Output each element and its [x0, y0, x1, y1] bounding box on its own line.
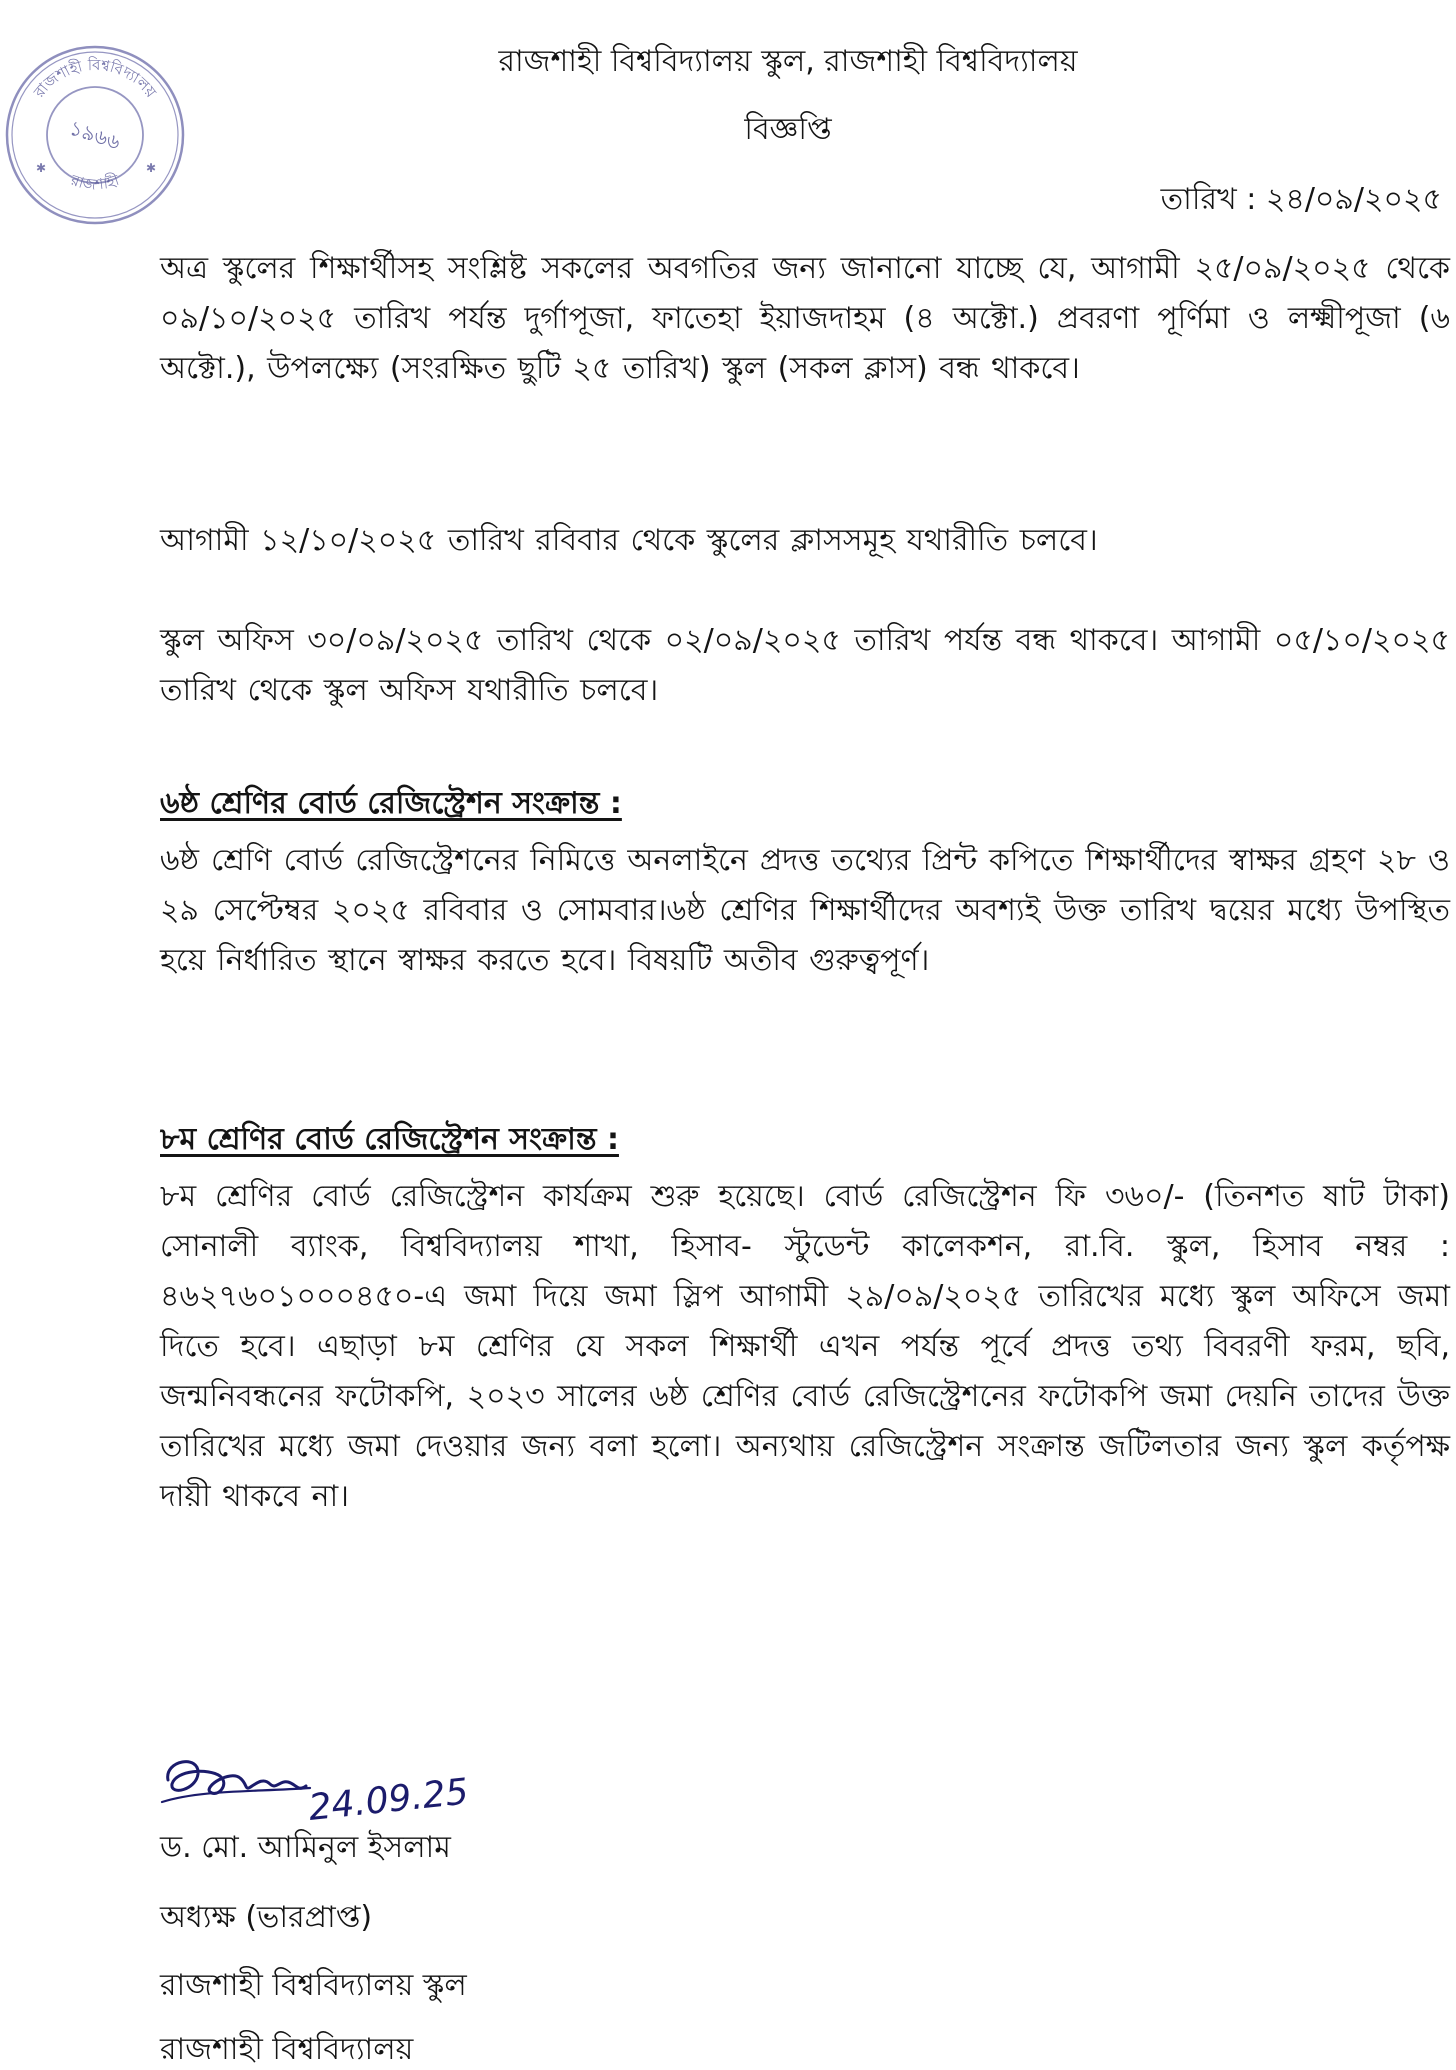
office-closure-paragraph: স্কুল অফিস ৩০/০৯/২০২৫ তারিখ থেকে ০২/০৯/২০২৫ তারিখ পর্যন্ত বন্ধ থাকবে। আগামী ০৫/১০/২০২৫ তারিখ থেকে স্কুল অফিস যথারীতি চলবে।	[160, 623, 1450, 708]
svg-text:✱: ✱	[36, 161, 47, 175]
reopen-paragraph: আগামী ১২/১০/২০২৫ তারিখ রবিবার থেকে স্কুলের ক্লাসসমূহ যথারীতি চলবে।	[160, 523, 1098, 558]
svg-text:রাজশাহী	[68, 171, 122, 194]
signatory-designation: অধ্যক্ষ (ভারপ্রাপ্ত)	[160, 1900, 373, 1935]
signatory-name: ড. মো. আমিনুল ইসলাম	[160, 1830, 451, 1865]
class6-registration-body: ৬ষ্ঠ শ্রেণি বোর্ড রেজিস্ট্রেশনের নিমিত্তে অনলাইনে প্রদত্ত তথ্যের প্রিন্ট কপিতে শিক্ষার্থীদের স্বাক্ষর গ্রহণ ২৮ ও ২৯ সেপ্টেম্বর ২০২৫ রবিবার ও সোমবার।৬ষ্ঠ শ্রেণির শিক্ষার্থীদের অবশ্যই উক্ত তারিখ দ্বয়ের মধ্যে উপস্থিত হয়ে নির্ধারিত স্থানে স্বাক্ষর করতে হবে। বিষয়টি অতীব গুরুত্বপূর্ণ।	[160, 843, 1450, 978]
svg-text:✱: ✱	[146, 161, 157, 175]
handwritten-signature	[160, 1740, 540, 1835]
signature-date: 24.09.25	[306, 1771, 471, 1829]
notice-date: তারিখ : ২৪/০৯/২০২৫	[1160, 182, 1442, 217]
signatory-university: রাজশাহী বিশ্ববিদ্যালয়	[160, 2032, 414, 2067]
signatory-institution: রাজশাহী বিশ্ববিদ্যালয় স্কুল	[160, 1968, 467, 2003]
seal-ring-text-top: রাজশাহী বিশ্ববিদ্যালয়	[30, 55, 161, 101]
class8-registration-body: ৮ম শ্রেণির বোর্ড রেজিস্ট্রেশন কার্যক্রম শুরু হয়েছে। বোর্ড রেজিস্ট্রেশন ফি ৩৬০/- (তিনশত ষাট টাকা) সোনালী ব্যাংক, বিশ্ববিদ্যালয় শাখা, হিসাব- স্টুডেন্ট কালেকশন, রা.বি. স্কুল, হিসাব নম্বর : ৪৬২৭৬০১০০০৪৫০-এ জমা দিয়ে জমা স্লিপ আগামী ২৯/০৯/২০২৫ তারিখের মধ্যে স্কুল অফিসে জমা দিতে হবে। এছাড়া ৮ম শ্রেণির যে সকল শিক্ষার্থী এখন পর্যন্ত পূর্বে প্রদত্ত তথ্য বিবরণী ফরম, ছবি, জন্মনিবন্ধনের ফটোকপি, ২০২৩ সালের ৬ষ্ঠ শ্রেণির বোর্ড রেজিস্ট্রেশনের ফটোকপি জমা দেয়নি তাদের উক্ত তারিখের মধ্যে জমা দেওয়ার জন্য বলা হলো। অন্যথায় রেজিস্ট্রেশন সংক্রান্ত জটিলতার জন্য স্কুল কর্তৃপক্ষ দায়ী থাকবে না।	[160, 1179, 1450, 1514]
seal-ring-text-bottom: রাজশাহী	[68, 170, 122, 194]
holiday-paragraph: অত্র স্কুলের শিক্ষার্থীসহ সংশ্লিষ্ট সকলের অবগতির জন্য জানানো যাচ্ছে যে, আগামী ২৫/০৯/২০২৫ থেকে ০৯/১০/২০২৫ তারিখ পর্যন্ত দুর্গাপূজা, ফাতেহা ইয়াজদাহম (৪ অক্টো.) প্রবরণা পূর্ণিমা ও লক্ষ্মীপূজা (৬ অক্টো.), উপলক্ষ্যে (সংরক্ষিত ছুটি ২৫ তারিখ) স্কুল (সকল ক্লাস) বন্ধ থাকবে।	[160, 251, 1450, 386]
notice-subtitle: বিজ্ঞপ্তি	[744, 112, 832, 147]
school-title: রাজশাহী বিশ্ববিদ্যালয় স্কুল, রাজশাহী বিশ্ববিদ্যালয়	[498, 44, 1078, 79]
class6-registration-heading: ৬ষ্ঠ শ্রেণির বোর্ড রেজিস্ট্রেশন সংক্রান্ত :	[160, 786, 622, 821]
seal-year: ১৯৬৬	[66, 115, 124, 155]
class8-registration-heading: ৮ম শ্রেণির বোর্ড রেজিস্ট্রেশন সংক্রান্ত :	[160, 1122, 619, 1157]
